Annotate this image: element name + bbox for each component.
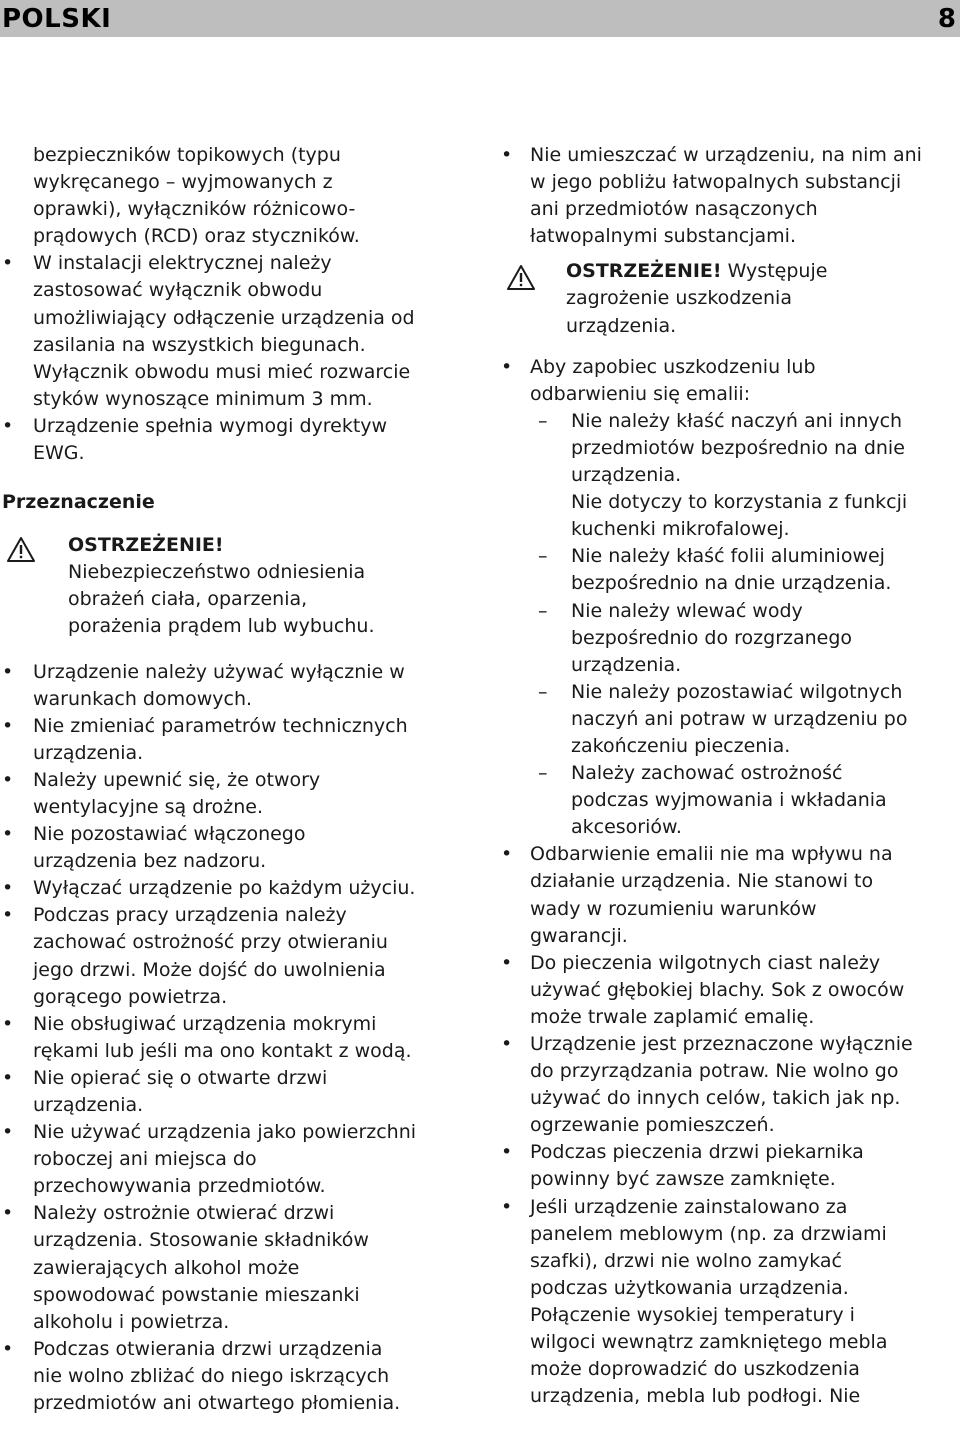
bullet-icon: •	[2, 1337, 14, 1360]
text-line: naczyń ani potraw w urządzeniu po	[571, 707, 908, 730]
warning-text: obrażeń ciała, oparzenia,	[68, 588, 308, 611]
list-item	[0, 767, 470, 821]
list-item	[0, 875, 470, 902]
intro-text	[0, 142, 470, 250]
bullet-icon: •	[501, 1195, 513, 1218]
text-line: przedmiotów bezpośrednio na dnie	[571, 436, 905, 459]
warning-text: Niebezpieczeństwo odniesienia	[68, 561, 366, 584]
text-line: wilgoci wewnątrz zamkniętego mebla	[530, 1331, 888, 1354]
warning-text: zagrożenie uszkodzenia	[566, 287, 792, 310]
text-line: urządzenia.	[571, 464, 682, 487]
text-line: zachować ostrożność przy otwieraniu	[33, 931, 388, 954]
text-line: Urządzenie spełnia wymogi dyrektyw	[33, 414, 388, 437]
bullet-icon: •	[2, 1012, 14, 1035]
text-line: może doprowadzić do uszkodzenia	[530, 1358, 860, 1381]
list-item	[498, 1031, 960, 1139]
list-item	[0, 713, 470, 767]
text-line: przedmiotów ani otwartego płomienia.	[33, 1392, 401, 1415]
dash-icon: –	[538, 545, 548, 568]
list-item	[0, 902, 470, 1010]
text-line: alkoholu i powietrza.	[33, 1310, 230, 1333]
language-label: POLSKI	[2, 3, 112, 34]
warning-title: OSTRZEŻENIE!	[68, 534, 224, 557]
text-line: Nie zmieniać parametrów technicznych	[33, 714, 408, 737]
text-line: spowodować powstanie mieszanki	[33, 1283, 360, 1306]
dash-item	[498, 598, 960, 679]
text-line: zawierających alkohol może	[33, 1256, 300, 1279]
text-line: Nie używać urządzenia jako powierzchni	[33, 1121, 417, 1144]
bullet-icon: •	[2, 1066, 14, 1089]
text-line: umożliwiający odłączenie urządzenia od	[33, 306, 415, 329]
list-item	[0, 250, 470, 413]
text-line: urządzenia.	[571, 653, 682, 676]
text-line: Należy zachować ostrożność	[571, 762, 843, 785]
bullet-icon: •	[501, 951, 513, 974]
text-line: rękami lub jeśli ma ono kontakt z wodą.	[33, 1039, 412, 1062]
text-line: nie wolno zbliżać do niego iskrzących	[33, 1364, 390, 1387]
dash-icon: –	[538, 599, 548, 622]
list-item	[0, 1011, 470, 1065]
text-line: akcesoriów.	[571, 816, 682, 839]
text-line: Odbarwienie emalii nie ma wpływu na	[530, 843, 893, 866]
bullet-icon: •	[2, 660, 14, 683]
text-line: łatwopalnymi substancjami.	[530, 225, 796, 248]
list-item	[498, 1194, 960, 1411]
list-item	[0, 1065, 470, 1119]
text-line: panelem meblowym (np. za drzwiami	[530, 1222, 887, 1245]
text-line: wykręcanego – wyjmowanych z	[33, 171, 333, 194]
text-line: Wyłącznik obwodu musi mieć rozwarcie	[33, 360, 411, 383]
warning-text: Występuje	[721, 260, 828, 283]
text-line: zasilania na wszystkich biegunach.	[33, 333, 366, 356]
dash-item	[498, 760, 960, 841]
text-line: podczas użytkowania urządzenia.	[530, 1276, 849, 1299]
text-line: działanie urządzenia. Nie stanowi to	[530, 870, 874, 893]
text-line: Urządzenie jest przeznaczone wyłącznie	[530, 1033, 913, 1055]
text-line: może trwale zaplamić emalię.	[530, 1005, 815, 1028]
text-line: bezpieczników topikowych (typu	[33, 144, 341, 166]
text-line: Połączenie wysokiej temperatury i	[530, 1303, 855, 1326]
list-item	[0, 413, 470, 467]
text-line: Do pieczenia wilgotnych ciast należy	[530, 951, 881, 974]
page-header	[0, 0, 960, 37]
bullet-icon: •	[501, 1141, 513, 1164]
text-line: przechowywania przedmiotów.	[33, 1175, 326, 1198]
text-line: ani przedmiotów nasączonych	[530, 198, 818, 221]
bullet-icon: •	[2, 904, 14, 927]
text-line: powinny być zawsze zamknięte.	[530, 1168, 836, 1191]
warning-triangle-icon	[6, 536, 36, 563]
text-line: odbarwieniu się emalii:	[530, 382, 751, 405]
text-line: Urządzenie należy używać wyłącznie w	[33, 660, 405, 683]
text-line: Jeśli urządzenie zainstalowano za	[530, 1195, 848, 1218]
text-line: gorącego powietrza.	[33, 985, 228, 1008]
warning-triangle-icon	[506, 264, 536, 291]
text-line: Należy ostrożnie otwierać drzwi	[33, 1202, 335, 1225]
text-line: Aby zapobiec uszkodzeniu lub	[530, 355, 816, 378]
text-line: styków wynoszące minimum 3 mm.	[33, 387, 373, 410]
bullet-icon: •	[2, 768, 14, 791]
text-line: prądowych (RCD) oraz styczników.	[33, 225, 360, 248]
text-line: kuchenki mikrofalowej.	[571, 518, 790, 541]
list-item	[498, 841, 960, 949]
right-column	[498, 142, 960, 1410]
text-line: oprawki), wyłączników różnicowo-	[33, 198, 356, 221]
text-line: urządzenia.	[33, 741, 144, 764]
bullet-icon: •	[2, 877, 14, 900]
text-line: Podczas otwierania drzwi urządzenia	[33, 1337, 383, 1360]
text-line: wentylacyjne są drożne.	[33, 795, 264, 818]
text-line: Nie należy kłaść folii aluminiowej	[571, 545, 885, 568]
text-line: Nie należy wlewać wody	[571, 599, 803, 622]
dash-icon: –	[538, 762, 548, 785]
text-line: jego drzwi. Może dojść do uwolnienia	[33, 958, 386, 981]
text-line: Nie umieszczać w urządzeniu, na nim ani	[530, 144, 922, 166]
dash-item	[498, 408, 960, 543]
list-item	[0, 821, 470, 875]
text-line: bezpośrednio do rozgrzanego	[571, 626, 853, 649]
text-line: Nie obsługiwać urządzenia mokrymi	[33, 1012, 377, 1035]
warning-title: OSTRZEŻENIE!	[566, 260, 722, 283]
text-line: bezpośrednio na dnie urządzenia.	[571, 572, 892, 595]
bullet-icon: •	[501, 144, 513, 166]
list-item	[0, 1200, 470, 1335]
bullet-icon: •	[501, 843, 513, 866]
list-item	[498, 142, 960, 250]
section-heading: Przeznaczenie	[2, 491, 155, 514]
text-line: w jego pobliżu łatwopalnych substancji	[530, 171, 902, 194]
text-line: zakończeniu pieczenia.	[571, 734, 791, 757]
text-line: roboczej ani miejsca do	[33, 1148, 257, 1171]
bullet-icon: •	[2, 823, 14, 846]
bullet-icon: •	[2, 1202, 14, 1225]
bullet-icon: •	[2, 1121, 14, 1144]
text-line: zastosować wyłącznik obwodu	[33, 279, 323, 302]
text-line: Nie należy kłaść naczyń ani innych	[571, 409, 903, 432]
text-line: Nie dotyczy to korzystania z funkcji	[571, 491, 908, 514]
warning-box	[0, 532, 470, 640]
text-line: Nie pozostawiać włączonego	[33, 823, 306, 846]
text-line: Nie należy pozostawiać wilgotnych	[571, 680, 903, 703]
text-line: podczas wyjmowania i wkładania	[571, 789, 887, 812]
dash-item	[498, 679, 960, 760]
text-line: używać do innych celów, takich jak np.	[530, 1087, 901, 1110]
list-item	[0, 1119, 470, 1200]
text-line: Wyłączać urządzenie po każdym użyciu.	[33, 877, 416, 900]
text-line: urządzenia bez nadzoru.	[33, 850, 267, 873]
bullet-icon: •	[2, 252, 14, 275]
dash-icon: –	[538, 680, 548, 703]
left-column	[0, 142, 470, 1417]
text-line: Należy upewnić się, że otwory	[33, 768, 321, 791]
list-item	[498, 1139, 960, 1193]
list-item	[498, 354, 960, 408]
text-line: urządzenia, mebla lub podłogi. Nie	[530, 1385, 861, 1408]
bullet-icon: •	[501, 1033, 513, 1055]
text-line: urządzenia.	[33, 1094, 144, 1116]
text-line: warunkach domowych.	[33, 687, 253, 710]
page-number: 8	[937, 3, 956, 34]
warning-text: porażenia prądem lub wybuchu.	[68, 615, 375, 638]
text-line: ogrzewanie pomieszczeń.	[530, 1114, 775, 1137]
list-item	[0, 1336, 470, 1417]
text-line: gwarancji.	[530, 924, 628, 947]
text-line: EWG.	[33, 442, 85, 465]
text-line: szafki), drzwi nie wolno zamykać	[530, 1249, 843, 1272]
list-item	[0, 659, 470, 713]
bullet-icon: •	[501, 355, 513, 378]
dash-item	[498, 543, 960, 597]
dash-icon: –	[538, 409, 548, 432]
text-line: Podczas pracy urządzenia należy	[33, 904, 347, 927]
bullet-icon: •	[2, 414, 14, 437]
text-line: Podczas pieczenia drzwi piekarnika	[530, 1141, 864, 1164]
text-line: urządzenia. Stosowanie składników	[33, 1229, 369, 1252]
warning-box	[498, 258, 960, 339]
text-line: Nie opierać się o otwarte drzwi	[33, 1066, 328, 1089]
list-item	[498, 950, 960, 1031]
text-line: do przyrządzania potraw. Nie wolno go	[530, 1060, 899, 1083]
text-line: W instalacji elektrycznej należy	[33, 252, 332, 275]
bullet-icon: •	[2, 714, 14, 737]
warning-text: urządzenia.	[566, 314, 677, 337]
text-line: używać głębokiej blachy. Sok z owoców	[530, 978, 905, 1001]
text-line: wady w rozumieniu warunków	[530, 897, 817, 920]
